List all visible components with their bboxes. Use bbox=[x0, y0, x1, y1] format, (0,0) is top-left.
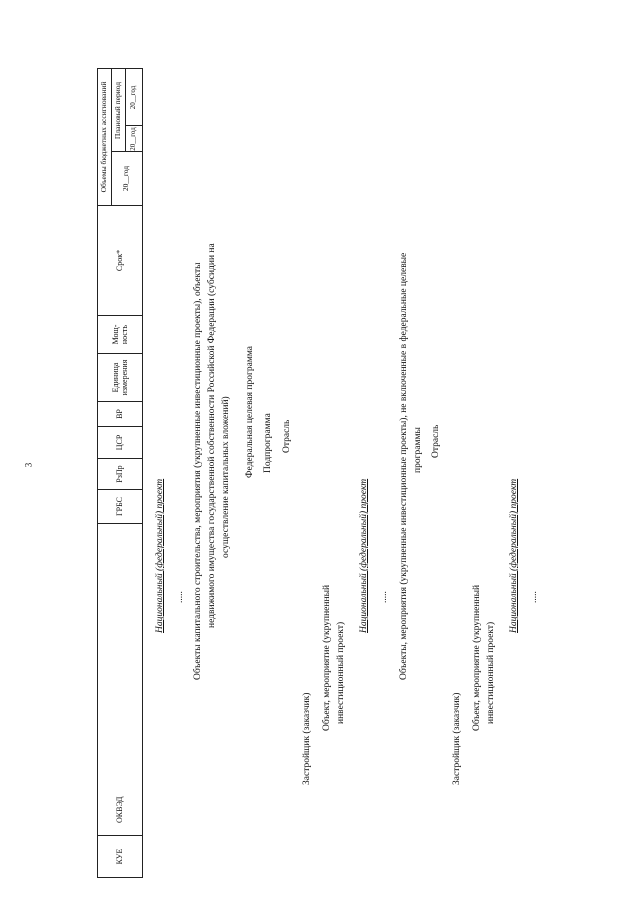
row-object-2-line2: инвестиционный проект) bbox=[486, 621, 496, 724]
row-objects-line2: недвижимого имущества государственной собственности Российской Федерации (субсидии на bbox=[207, 243, 217, 628]
row-national-project-2: Национальный (федеральный) проект bbox=[359, 478, 369, 633]
row-ellipsis-2: ..... bbox=[379, 591, 389, 603]
header-year2: 20__год bbox=[125, 125, 142, 152]
row-developer-2: Застройщик (заказчик) bbox=[452, 692, 462, 785]
header-power-line2: ность bbox=[120, 324, 129, 345]
row-objects-line1: Объекты капитального строительства, мероприятия (укрупненные инвестиционные проекты), объекты bbox=[193, 262, 203, 680]
row-subprogram: Подпрограмма bbox=[263, 413, 273, 473]
row-branch-2: Отрасль bbox=[431, 424, 441, 458]
header-term: Срок* bbox=[98, 205, 142, 315]
header-year1: 20__год bbox=[111, 151, 142, 205]
row-national-project-3: Национальный (федеральный) проект bbox=[509, 478, 519, 633]
row-object-1-line1: Объект, мероприятие (укрупненный bbox=[322, 584, 332, 731]
header-unit-line1: Единица bbox=[110, 362, 120, 393]
page-number: 3 bbox=[23, 462, 34, 468]
header-grbs: ГРБС bbox=[98, 489, 142, 523]
header-plan-period: Плановый период bbox=[111, 69, 126, 152]
header-vr: ВР bbox=[98, 401, 142, 426]
header-csr: ЦСР bbox=[98, 426, 142, 458]
row-branch-1: Отрасль bbox=[282, 419, 292, 453]
header-unit-line2: измерения bbox=[120, 359, 129, 396]
row-not-included-line2: программы bbox=[413, 427, 423, 473]
header-power bbox=[98, 315, 142, 353]
row-developer-1: Застройщик (заказчик) bbox=[302, 692, 312, 785]
header-okved: ОКВЭД bbox=[98, 523, 142, 835]
row-ellipsis-3: ..... bbox=[529, 591, 539, 603]
rotated-page bbox=[97, 68, 637, 878]
row-not-included-line1: Объекты, мероприятия (укрупненные инвестиционные проекты), не включенные в федеральные целевые bbox=[399, 252, 409, 680]
header-volumes-title: Объемы бюджетных ассигнований bbox=[98, 69, 112, 205]
row-objects-line3: осуществление капитальных вложений) bbox=[221, 396, 231, 558]
header-volumes bbox=[98, 69, 142, 205]
header-rzpr: РзПр bbox=[98, 458, 142, 489]
header-unit bbox=[98, 353, 142, 401]
row-national-project-1: Национальный (федеральный) проект bbox=[155, 478, 165, 633]
row-federal-program: Федеральная целевая программа bbox=[245, 345, 255, 478]
row-object-2-line1: Объект, мероприятие (укрупненный bbox=[472, 584, 482, 731]
header-power-line1: Мощ- bbox=[110, 324, 120, 345]
header-kue: КУЕ bbox=[98, 835, 142, 877]
row-ellipsis-1: ..... bbox=[175, 591, 185, 603]
header-year3: 20__год bbox=[129, 85, 138, 110]
table-header bbox=[97, 68, 143, 878]
row-object-1-line2: инвестиционный проект) bbox=[336, 621, 346, 724]
